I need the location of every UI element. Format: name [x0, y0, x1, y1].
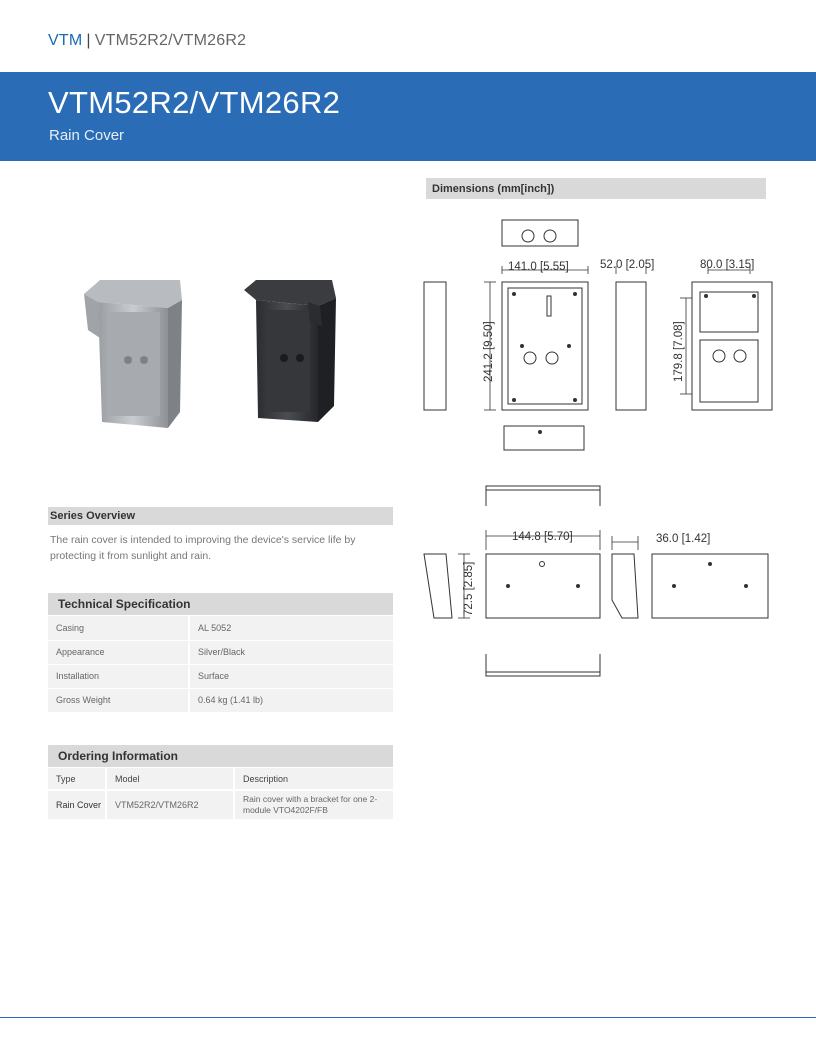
spec-key: Installation — [48, 664, 189, 688]
dim-height-front: 241.2 [9.50] — [483, 321, 495, 382]
dim-height-back: 179.8 [7.08] — [673, 321, 685, 382]
depth-side-view — [616, 282, 646, 410]
spec-heading-text: Technical Specification — [58, 597, 191, 611]
table-row — [48, 616, 393, 640]
brand-name: VTM — [48, 32, 83, 49]
ordering-table — [48, 768, 393, 821]
spec-key: Casing — [48, 616, 189, 640]
product-photos — [80, 272, 350, 432]
spec-value: Silver/Black — [189, 640, 393, 664]
header-model: VTM52R2/VTM26R2 — [94, 32, 247, 49]
table-row — [48, 640, 393, 664]
order-type: Rain Cover — [48, 790, 106, 820]
spec-value: Surface — [189, 664, 393, 688]
dimension-drawing — [416, 210, 776, 690]
dim-width-back: 80.0 [3.15] — [700, 259, 755, 271]
table-row — [48, 688, 393, 712]
footer-rule — [0, 1017, 816, 1018]
header-separator: | — [86, 32, 91, 49]
dim-height-cover: 72.5 [2.85] — [463, 561, 475, 616]
ordering-heading — [48, 745, 393, 767]
spec-key: Appearance — [48, 640, 189, 664]
dimensions-heading-text: Dimensions (mm[inch]) — [432, 182, 555, 195]
header-line — [48, 32, 246, 50]
dim-depth-top: 52.0 [2.05] — [600, 259, 655, 271]
black-rain-cover-image — [244, 280, 336, 422]
silver-rain-cover-image — [84, 280, 182, 428]
col-model-header: Model — [106, 768, 234, 790]
dim-width-front: 141.0 [5.55] — [508, 261, 569, 273]
ordering-heading-text: Ordering Information — [58, 749, 178, 763]
left-side-view — [424, 282, 446, 410]
spec-heading — [48, 593, 393, 615]
back-view — [692, 282, 772, 410]
page-subtitle: Rain Cover — [49, 127, 125, 144]
spec-value: AL 5052 — [189, 616, 393, 640]
dim-width-cover: 144.8 [5.70] — [512, 531, 573, 543]
overview-heading — [48, 507, 393, 525]
order-description: Rain cover with a bracket for one 2-module VTO4202F/FB — [234, 790, 393, 820]
col-description-header: Description — [234, 768, 393, 790]
lower-dimension-lines — [458, 530, 638, 618]
col-type-header: Type — [48, 768, 106, 790]
title-banner — [0, 72, 816, 161]
cover-side-views — [424, 486, 768, 676]
overview-text: The rain cover is intended to improving the device's service life by protecting it from sunlight and rain. — [50, 534, 356, 562]
page-title: VTM52R2/VTM26R2 — [48, 85, 341, 120]
spec-table — [48, 616, 393, 713]
top-view — [502, 220, 578, 246]
spec-key: Gross Weight — [48, 688, 189, 712]
front-view — [502, 282, 588, 410]
table-row — [48, 664, 393, 688]
dim-depth-cover: 36.0 [1.42] — [656, 533, 711, 545]
table-row — [48, 790, 393, 820]
spec-value: 0.64 kg (1.41 lb) — [189, 688, 393, 712]
overview-heading-text: Series Overview — [50, 510, 136, 522]
dimensions-heading — [426, 178, 766, 199]
table-header-row — [48, 768, 393, 790]
order-model: VTM52R2/VTM26R2 — [106, 790, 234, 820]
bottom-view — [504, 426, 584, 450]
